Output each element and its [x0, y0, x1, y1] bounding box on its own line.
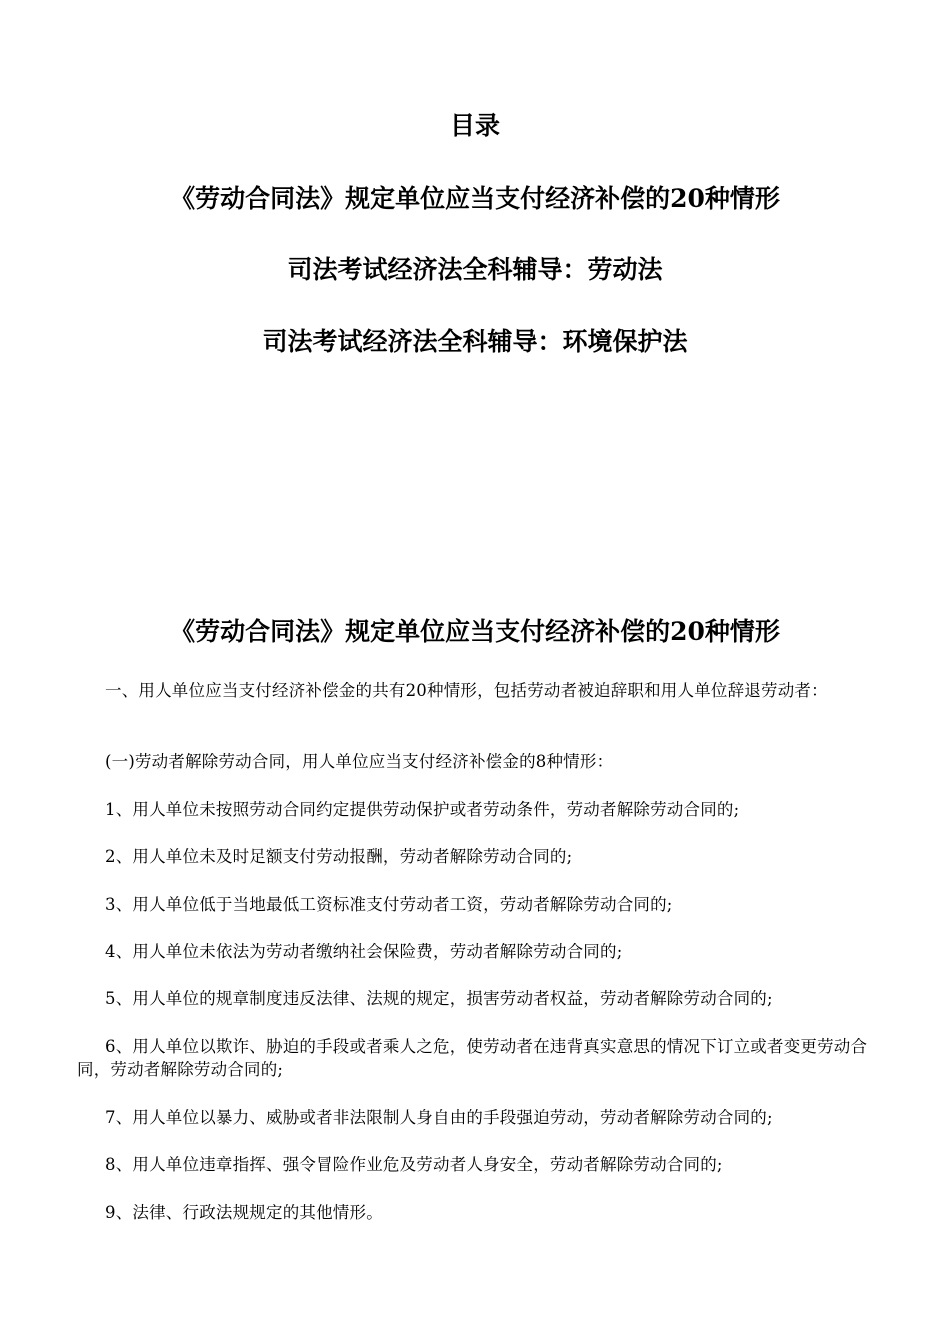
- list-item-1: 1、用人单位未按照劳动合同约定提供劳动保护或者劳动条件，劳动者解除劳动合同的;: [105, 800, 740, 819]
- section-title: 《劳动合同法》规定单位应当支付经济补偿的20种情形: [170, 617, 780, 646]
- list-item-5: 5、用人单位的规章制度违反法律、法规的规定，损害劳动者权益，劳动者解除劳动合同的;: [105, 989, 773, 1008]
- paragraph-intro: 一、用人单位应当支付经济补偿金的共有20种情形，包括劳动者被迫辞职和用人单位辞退劳动者：: [105, 681, 828, 700]
- list-item-2: 2、用人单位未及时足额支付劳动报酬，劳动者解除劳动合同的;: [105, 847, 573, 866]
- toc-title: 目录: [449, 111, 500, 140]
- list-item-3: 3、用人单位低于当地最低工资标准支付劳动者工资，劳动者解除劳动合同的;: [105, 895, 673, 914]
- list-item-9: 9、法律、行政法规规定的其他情形。: [105, 1203, 383, 1222]
- list-item-6: 6、用人单位以欺诈、胁迫的手段或者乘人之危，使劳动者在违背真实意思的情况下订立或者变更劳动合同，劳动者解除劳动合同的;: [77, 1037, 868, 1079]
- toc-entry-3[interactable]: 司法考试经济法全科辅导：环境保护法: [262, 327, 688, 356]
- list-item-7: 7、用人单位以暴力、威胁或者非法限制人身自由的手段强迫劳动，劳动者解除劳动合同的;: [105, 1108, 773, 1127]
- paragraph-subheading: (一)劳动者解除劳动合同，用人单位应当支付经济补偿金的8种情形：: [105, 752, 614, 771]
- toc-entry-2[interactable]: 司法考试经济法全科辅导：劳动法: [287, 255, 663, 284]
- list-item-4: 4、用人单位未依法为劳动者缴纳社会保险费，劳动者解除劳动合同的;: [105, 942, 623, 961]
- list-item-8: 8、用人单位违章指挥、强令冒险作业危及劳动者人身安全，劳动者解除劳动合同的;: [105, 1155, 723, 1174]
- toc-entry-1[interactable]: 《劳动合同法》规定单位应当支付经济补偿的20种情形: [170, 184, 780, 213]
